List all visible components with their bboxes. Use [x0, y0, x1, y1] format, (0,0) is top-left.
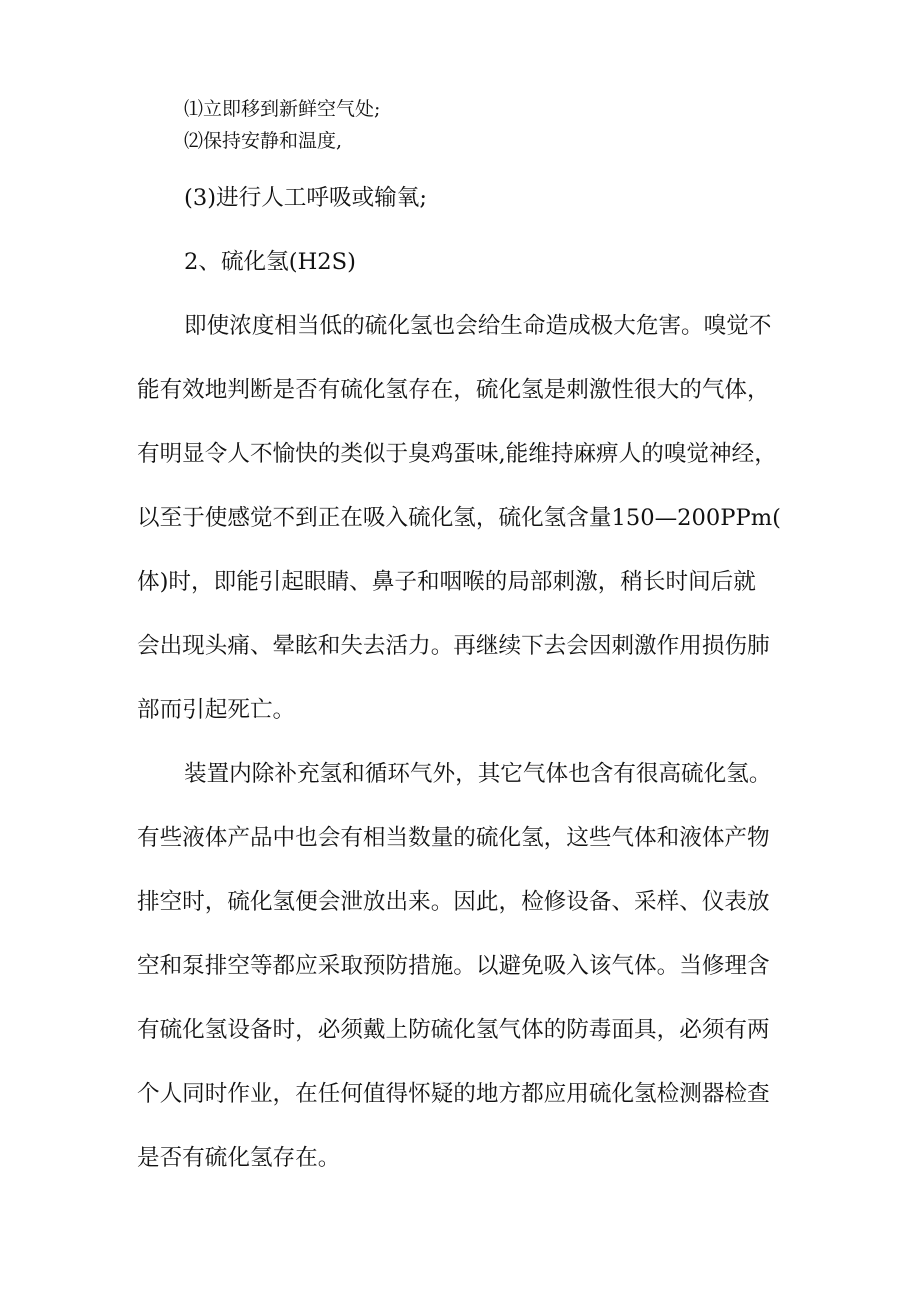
- paragraph-line: 是否有硫化氢存在。: [137, 1145, 341, 1171]
- list-item: ⑴立即移到新鲜空气处;: [184, 98, 381, 120]
- paragraph-line: 体)时，即能引起眼睛、鼻子和咽喉的局部刺激，稍长时间后就: [137, 569, 756, 595]
- paragraph-line: 部而引起死亡。: [137, 697, 296, 723]
- section-heading: 2、硫化氢(H2S): [184, 249, 356, 275]
- paragraph-line: 个人同时作业，在任何值得怀疑的地方都应用硫化氢检测器检查: [137, 1081, 770, 1107]
- paragraph-line: 有明显令人不愉快的类似于臭鸡蛋味,能维持麻痹人的嗅觉神经，: [137, 441, 777, 467]
- list-item: ⑵保持安静和温度,: [184, 130, 343, 152]
- paragraph-line: 能有效地判断是否有硫化氢存在，硫化氢是刺激性很大的气体，: [137, 377, 770, 403]
- paragraph-line: 排空时，硫化氢便会泄放出来。因此，检修设备、采样、仪表放: [137, 889, 770, 915]
- paragraph-line: 即使浓度相当低的硫化氢也会给生命造成极大危害。嗅觉不: [184, 313, 772, 339]
- paragraph-line: 空和泵排空等都应采取预防措施。以避免吸入该气体。当修理含: [137, 953, 770, 979]
- paragraph-line: 装置内除补充氢和循环气外，其它气体也含有很高硫化氢。: [184, 761, 772, 787]
- paragraph-line: 有硫化氢设备时，必须戴上防硫化氢气体的防毒面具，必须有两: [137, 1017, 770, 1043]
- paragraph-line: 有些液体产品中也会有相当数量的硫化氢，这些气体和液体产物: [137, 825, 770, 851]
- list-item: (3)进行人工呼吸或输氧;: [184, 185, 427, 211]
- paragraph-line: 会出现头痛、晕眩和失去活力。再继续下去会因刺激作用损伤肺: [137, 633, 770, 659]
- paragraph-line: 以至于使感觉不到正在吸入硫化氢，硫化氢含量150—200PPm(: [137, 505, 781, 531]
